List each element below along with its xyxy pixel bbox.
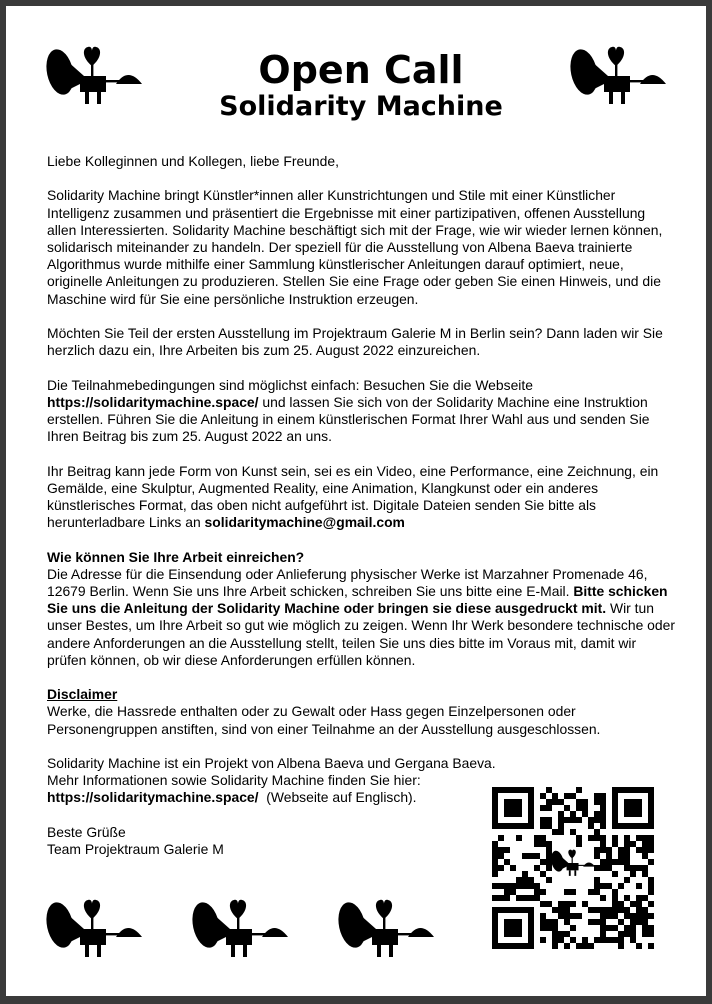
robot-logo-icon	[44, 46, 144, 106]
flyer-page	[6, 6, 706, 996]
qr-code-icon[interactable]	[492, 787, 654, 954]
disclaimer-heading: Disclaimer	[47, 686, 118, 703]
intro-paragraph: Solidarity Machine bringt Künstler*innen aller Kunstrichtungen und Stile mit einer Künstlicher Intelligenz zusammen und präsentiert die Ergebnisse mit einer partizipativen, offenen Ausstellung allen Interessierten. Solidarity Machine beschäftigt sich mit der Frage, wie wir wieder lernen können, solidarisch miteinander zu handeln. Der speziell für die Ausstellung von Albena Baeva trainierte Algorithmus wurde mithilfe einer Sammlung künstlerischer Anleitungen darauf optimiert, neue, originelle Anleitungen zu produzieren. Stellen Sie eine Frage oder geben Sie einen Hinweis, und die Maschine wird für Sie eine persönliche Instruktion erzeugen.	[47, 187, 663, 307]
email-link[interactable]: solidaritymachine@gmail.com	[204, 514, 405, 531]
formats-paragraph: Ihr Beitrag kann jede Form von Kunst sein, sei es ein Video, eine Performance, eine Zeichnung, ein Gemälde, eine Skulptur, Augmented Reality, eine Animation, Klangkunst oder ein anderes künstlerisches Format, das oben nicht aufgeführt ist. Digitale Dateien senden Sie bitte als herunterladbare Links an solidaritymachine@gmail.com	[47, 462, 659, 531]
robot-logo-icon	[44, 899, 144, 959]
website-link[interactable]: https://solidaritymachine.space/	[47, 789, 259, 806]
page-title: Open Call	[258, 48, 464, 92]
website-link[interactable]: https://solidaritymachine.space/	[47, 393, 259, 410]
submission-bold-note: Bitte schicken Sie uns die Anleitung der Solidarity Machine oder bringen sie diese ausgedruckt mit.	[47, 583, 668, 617]
invitation-paragraph: Möchten Sie Teil der ersten Ausstellung im Projektraum Galerie M in Berlin sein? Dann laden wir Sie herzlich dazu ein, Ihre Arbeiten bis zum 25. August 2022 einzureichen.	[47, 325, 663, 359]
disclaimer-section: Disclaimer Werke, die Hassrede enthalten oder zu Gewalt oder Hass gegen Einzelpersonen oder Personengruppen anstiften, sind von einer Teilnahme an der Ausstellung ausgeschlossen.	[47, 686, 601, 737]
conditions-paragraph: Die Teilnahmebedingungen sind möglichst einfach: Besuchen Sie die Webseite https://solidaritymachine.space/ und lassen Sie sich von der Solidarity Machine eine Instruktion erstellen. Führen Sie die Anleitung in einem künstlerischen Format Ihrer Wahl aus und senden Sie Ihren Beitrag bis zum 25. August 2022 an uns.	[47, 376, 650, 445]
credits-section: Solidarity Machine ist ein Projekt von Albena Baeva und Gergana Baeva. Mehr Informationen sowie Solidarity Machine finden Sie hier: https://solidaritymachine.space/ (Webseite auf Englisch).	[47, 755, 496, 806]
robot-logo-icon	[336, 899, 436, 959]
submission-heading: Wie können Sie Ihre Arbeit einreichen?	[47, 548, 305, 565]
greeting: Liebe Kolleginnen und Kollegen, liebe Freunde,	[47, 153, 339, 169]
letter-body	[47, 153, 677, 875]
page-subtitle: Solidarity Machine	[219, 91, 503, 122]
closing-section: Beste Grüße Team Projektraum Galerie M	[47, 823, 224, 857]
robot-logo-icon	[190, 899, 290, 959]
robot-logo-icon	[568, 46, 668, 106]
submission-section: Wie können Sie Ihre Arbeit einreichen? Die Adresse für die Einsendung oder Anlieferung physischer Werke ist Marzahner Promenade 46, 12679 Berlin. Wenn Sie uns Ihre Arbeit schicken, schreiben Sie uns bitte eine E-Mail. Bitte schicken Sie uns die Anleitung der Solidarity Machine oder bringen sie diese ausgedruckt mit. Wir tun unser Bestes, um Ihre Arbeit so gut wie möglich zu zeigen. Wenn Ihr Werk besondere technische oder andere Anforderungen an die Ausstellung stellt, teilen Sie uns dies bitte im Voraus mit, damit wir prüfen können, ob wir diese Anforderungen erfüllen können.	[47, 548, 675, 668]
